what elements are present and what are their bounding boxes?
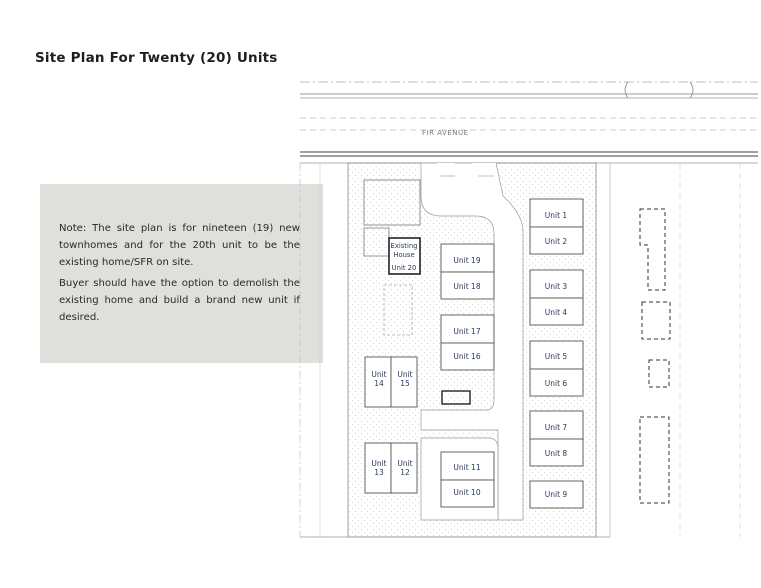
unit-label: Unit [371,370,387,379]
note-paragraph-2: Buyer should have the option to demolish the existing home and build a brand new unit if desired. [59,278,300,323]
note-paragraph-1: Note: The site plan is for nineteen (19) new townhomes and for the 20th unit to be the existing home/SFR on site. [59,223,300,268]
unit-label: Unit 8 [544,449,568,458]
unit-label: 13 [374,468,384,477]
unit-label: Unit [371,459,387,468]
existing-house-label: Existing [390,242,418,250]
page-title: Site Plan For Twenty (20) Units [35,50,278,66]
fir-avenue-road [300,82,758,163]
unit-label: Unit 18 [453,282,481,291]
unit-label: Unit 5 [544,352,568,361]
existing-house-label: Unit 20 [391,264,417,272]
unit-label: 14 [374,379,384,388]
unit-label: Unit 6 [544,379,568,388]
street-name-label: FIR AVENUE [422,129,469,137]
existing-house-label: House [393,251,415,259]
unit-label: Unit 9 [544,490,568,499]
unit-label: Unit 4 [544,308,568,317]
unit-label: Unit 3 [544,282,568,291]
unit-label: Unit 10 [453,488,481,497]
unit-label: Unit 1 [544,211,568,220]
unit-label: 12 [400,468,410,477]
unit-label: Unit 17 [453,327,481,336]
unit-label: Unit 7 [544,423,568,432]
unit-label: Unit [397,370,413,379]
unit-label: Unit 19 [453,256,481,265]
unit-label: 15 [400,379,410,388]
unit-label: Unit 16 [453,352,481,361]
neighboring-buildings [640,209,670,503]
unit-label: Unit 11 [453,463,481,472]
unit-label: Unit [397,459,413,468]
unit-label: Unit 2 [544,237,568,246]
